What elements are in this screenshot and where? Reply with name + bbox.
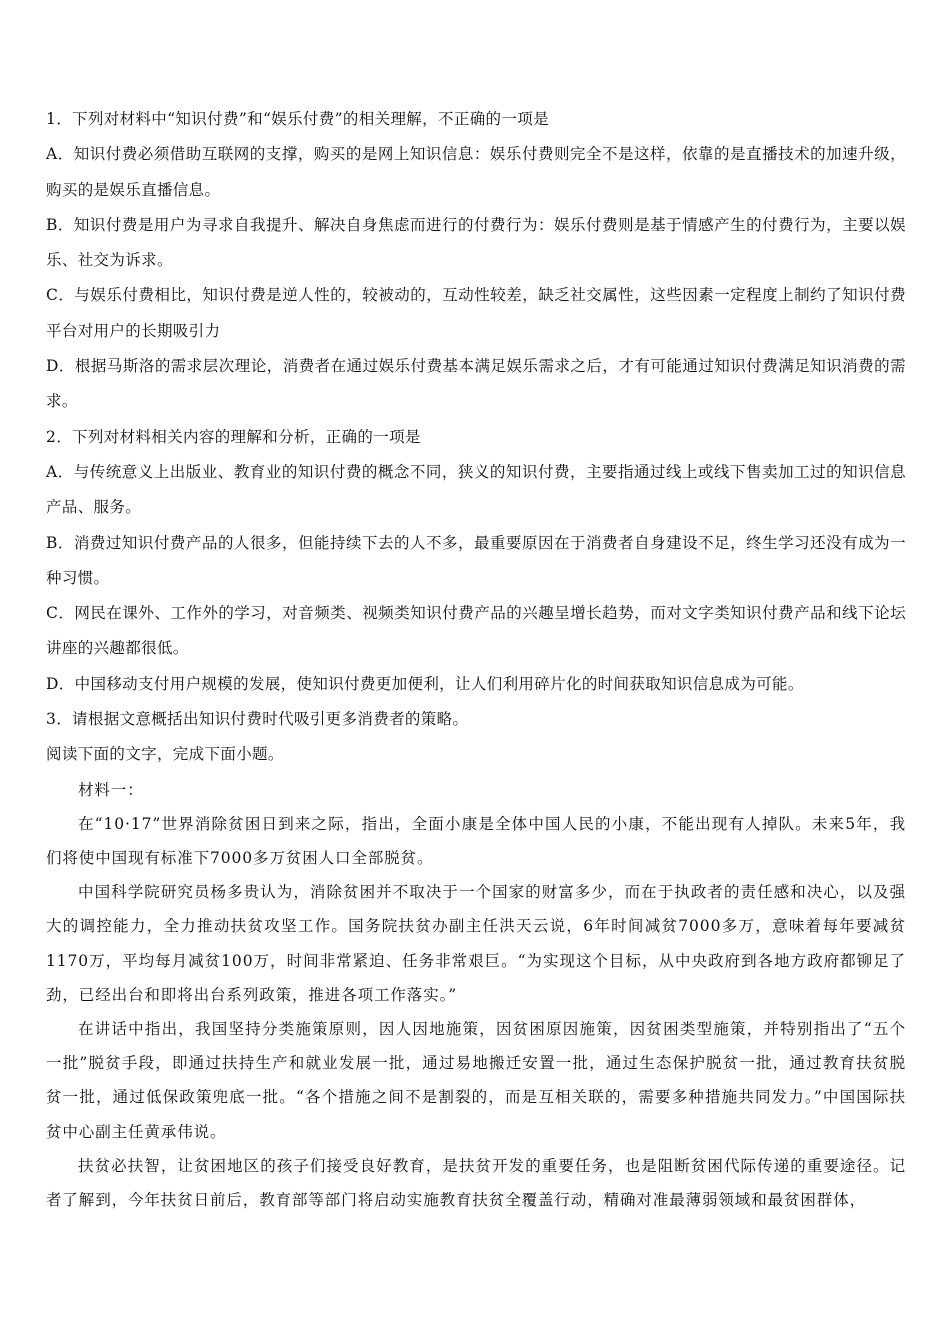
question-1-stem: 1．下列对材料中“知识付费”和“娱乐付费”的相关理解，不正确的一项是 bbox=[46, 110, 549, 128]
question-2-option-d: D．中国移动支付用户规模的发展，使知识付费更加便利，让人们利用碎片化的时间获取知识信息成为可能。 bbox=[46, 674, 804, 693]
material-paragraph: 中国科学院研究员杨多贵认为，消除贫困并不取决于一个国家的财富多少，而在于执政者的责任感和决心，以及强大的调控能力，全力推动扶贫攻坚工作。国务院扶贫办副主任洪天云说，6年时间减贫7000多万，意味着每年要减贫1170万，平均每月减贫100万，时间非常紧迫、任务非常艰巨。“为实现这个目标，从中央政府到各地方政府都铆足了劲，已经出台和即将出台系列政策，推进各项工作落实。” bbox=[46, 883, 906, 1004]
question-3 bbox=[46, 702, 906, 737]
question-2-stem: 2．下列对材料相关内容的理解和分析，正确的一项是 bbox=[46, 427, 421, 446]
question-3-stem: 3．请根据文意概括出知识付费时代吸引更多消费者的策略。 bbox=[46, 710, 469, 729]
question-2-option-c: C．网民在课外、工作外的学习，对音频类、视频类知识付费产品的兴趣呈增长趋势，而对文字类知识付费产品和线下论坛讲座的兴趣都很低。 bbox=[46, 604, 906, 658]
material-paragraph: 扶贫必扶智，让贫困地区的孩子们接受良好教育，是扶贫开发的重要任务，也是阻断贫困代际传递的重要途径。记者了解到，今年扶贫日前后，教育部等部门将启动实施教育扶贫全覆盖行动，精确对准最薄弱领域和最贫困群体， bbox=[46, 1156, 906, 1210]
question-1-option-b: B．知识付费是用户为寻求自我提升、解决自身焦虑而进行的付费行为：娱乐付费则是基于情感产生的付费行为，主要以娱乐、社交为诉求。 bbox=[46, 215, 906, 270]
question-2-option-a: A．与传统意义上出版业、教育业的知识付费的概念不同，狭义的知识付费，主要指通过线上或线下售卖加工过的知识信息产品、服务。 bbox=[46, 462, 906, 517]
question-2 bbox=[46, 420, 906, 702]
question-2-option-b: B．消费过知识付费产品的人很多，但能持续下去的人不多，最重要原因在于消费者自身建设不足，终生学习还没有成为一种习惯。 bbox=[46, 533, 906, 587]
question-1-option-c: C．与娱乐付费相比，知识付费是逆人性的，较被动的，互动性较差，缺乏社交属性，这些因素一定程度上制约了知识付费平台对用户的长期吸引力 bbox=[46, 286, 906, 340]
material-label: 材料一： bbox=[78, 780, 144, 799]
material-paragraph: 在讲话中指出，我国坚持分类施策原则，因人因地施策，因贫困原因施策，因贫困类型施策，并特别指出了“五个一批”脱贫手段，即通过扶持生产和就业发展一批，通过易地搬迁安置一批，通过生态保护脱贫一批，通过教育扶贫脱贫一批，通过低保政策兜底一批。“各个措施之间不是割裂的，而是互相关联的，需要多种措施共同发力。”中国国际扶贫中心副主任黄承伟说。 bbox=[46, 1020, 906, 1141]
material-passage bbox=[46, 773, 906, 1218]
document-page bbox=[46, 102, 906, 1217]
question-1-option-d: D．根据马斯洛的需求层次理论，消费者在通过娱乐付费基本满足娱乐需求之后，才有可能通过知识付费满足知识消费的需求。 bbox=[46, 357, 906, 411]
question-1-option-a: A．知识付费必须借助互联网的支撑，购买的是网上知识信息：娱乐付费则完全不是这样，依靠的是直播技术的加速升级，购买的是娱乐直播信息。 bbox=[46, 145, 906, 199]
reading-prompt: 阅读下面的文字，完成下面小题。 bbox=[46, 745, 284, 764]
material-paragraph: 在“10·17”世界消除贫困日到来之际，指出，全面小康是全体中国人民的小康，不能出现有人掉队。未来5年，我们将使中国现有标准下7000多万贫困人口全部脱贫。 bbox=[46, 814, 906, 868]
question-1 bbox=[46, 102, 906, 420]
